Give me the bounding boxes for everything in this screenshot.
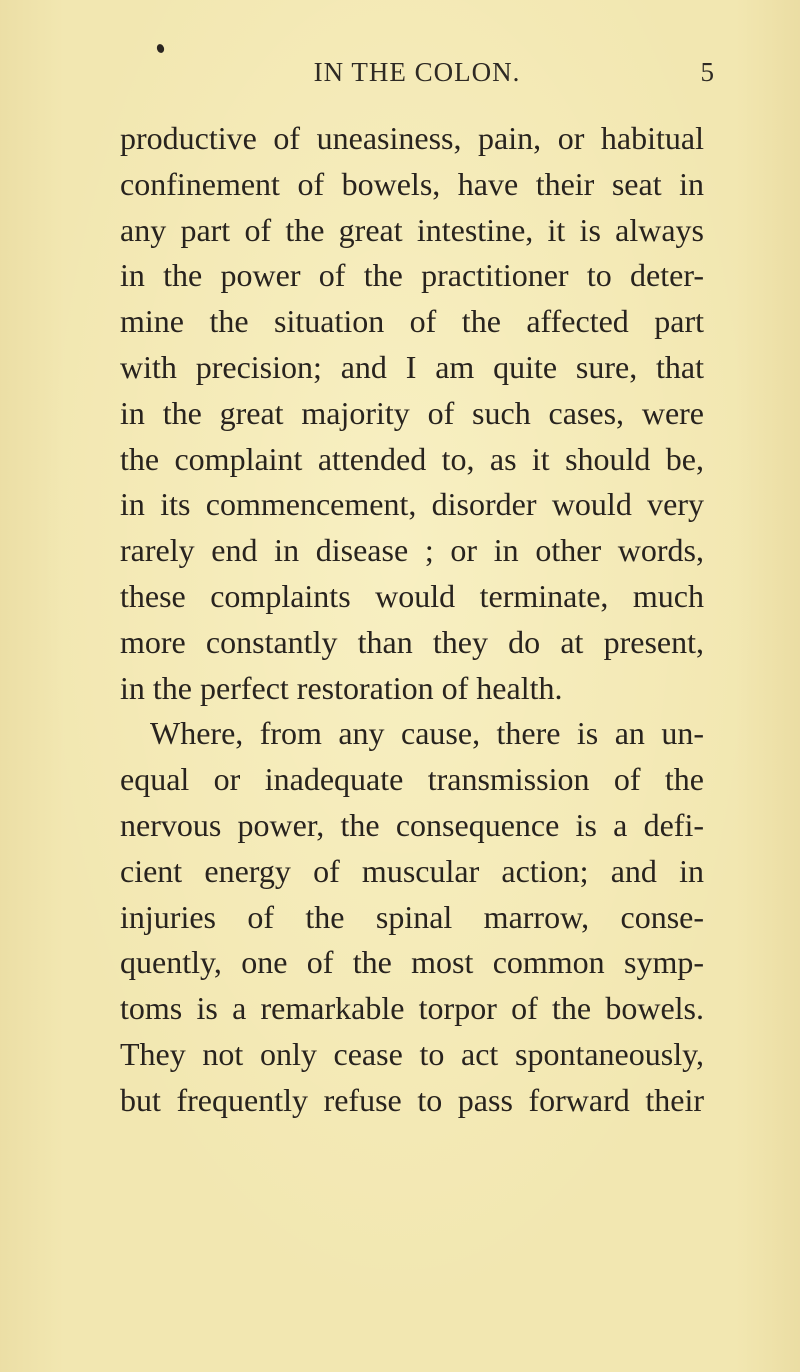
text-line: cient energy of muscular action; and in [120, 852, 704, 889]
text-line: in its commencement, disorder would very [120, 486, 704, 523]
text-line: quently, one of the most common symp- [120, 944, 704, 981]
running-head-title: IN THE COLON. [313, 57, 521, 87]
text-line: in the power of the practitioner to deter- [120, 257, 704, 294]
text-line: toms is a remarkable torpor of the bowels. [120, 990, 704, 1027]
text-line: injuries of the spinal marrow, conse- [120, 898, 704, 935]
text-line: but frequently refuse to pass forward their [120, 1081, 704, 1118]
text-line: confinement of bowels, have their seat in [120, 165, 704, 202]
paragraph-end-line: in the perfect restoration of health. [120, 669, 563, 706]
page-number: 5 [700, 57, 714, 87]
text-line: productive of uneasiness, pain, or habitual [120, 120, 704, 156]
body-text [120, 116, 704, 1124]
paragraph-start-line: Where, from any cause, there is an un- [150, 715, 704, 752]
text-line: They not only cease to act spontaneously, [120, 1035, 704, 1072]
text-line: these complaints would terminate, much [120, 577, 704, 614]
text-line: mine the situation of the affected part [120, 303, 704, 340]
text-line: in the great majority of such cases, were [120, 394, 704, 431]
text-line: any part of the great intestine, it is always [120, 211, 704, 248]
text-line: rarely end in disease ; or in other words, [120, 532, 704, 569]
text-line: more constantly than they do at present, [120, 623, 704, 660]
running-head [120, 52, 714, 92]
text-line: equal or inadequate transmission of the [120, 761, 704, 798]
text-line: with precision; and I am quite sure, that [120, 348, 704, 385]
text-line: the complaint attended to, as it should be, [120, 440, 704, 477]
text-line: nervous power, the consequence is a defi- [120, 806, 704, 843]
